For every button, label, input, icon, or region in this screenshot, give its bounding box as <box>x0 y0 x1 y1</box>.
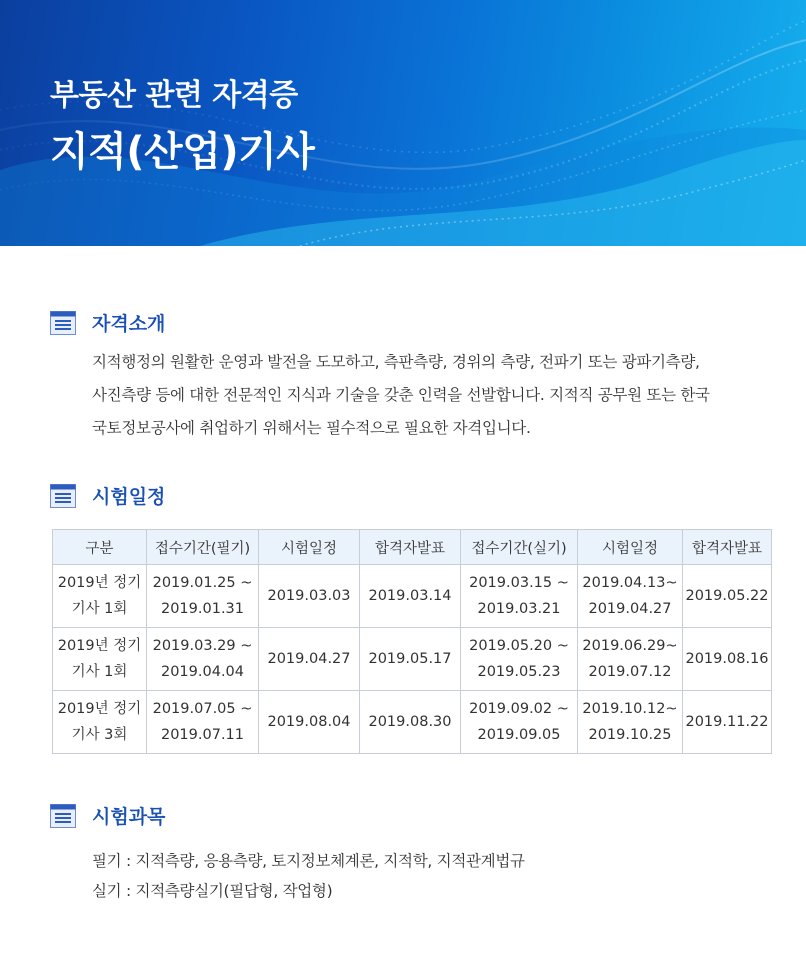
cell-line: 2019.05.23 <box>477 664 561 680</box>
cell-practical-result: 2019.05.22 <box>683 565 772 628</box>
section-heading-subjects <box>50 802 165 829</box>
cell-written-result: 2019.05.17 <box>360 628 461 691</box>
cell-written-result: 2019.08.30 <box>360 691 461 754</box>
section-heading-schedule <box>50 482 165 509</box>
cell-written-exam: 2019.03.03 <box>259 565 360 628</box>
cell-practical-result: 2019.11.22 <box>683 691 772 754</box>
cell-line: 기사 1회 <box>71 601 128 617</box>
cell-line: 2019.01.31 <box>160 601 245 617</box>
table-row <box>53 628 772 691</box>
column-header: 접수기간(필기) <box>147 530 259 565</box>
cell-practical-reg <box>461 565 578 628</box>
table-row <box>53 565 772 628</box>
intro-line: 지적행정의 원활한 운영과 발전을 도모하고, 측판측량, 경위의 측량, 전파기 또는 광파기측량, <box>92 353 700 371</box>
cell-practical-reg <box>461 628 578 691</box>
column-header: 접수기간(실기) <box>461 530 578 565</box>
cell-line: 2019.04.27 <box>588 601 672 617</box>
cell-category <box>53 628 147 691</box>
cell-practical-reg <box>461 691 578 754</box>
column-header: 시험일정 <box>259 530 360 565</box>
cell-practical-exam <box>578 691 683 754</box>
column-header: 구분 <box>53 530 147 565</box>
cell-line: 기사 3회 <box>71 727 128 743</box>
cell-written-exam: 2019.08.04 <box>259 691 360 754</box>
cell-line: 2019.07.12 <box>588 664 672 680</box>
cell-line: 2019.04.04 <box>160 664 245 680</box>
column-header: 합격자발표 <box>360 530 461 565</box>
table-row <box>53 691 772 754</box>
section-title-subjects: 시험과목 <box>92 806 166 828</box>
cell-practical-exam <box>578 628 683 691</box>
list-document-icon <box>50 804 76 828</box>
section-heading-intro <box>50 309 165 336</box>
section-title-intro: 자격소개 <box>92 313 166 335</box>
cell-line: 2019.01.25 ~ <box>152 575 253 591</box>
hero-banner <box>0 0 806 246</box>
intro-text <box>92 346 772 445</box>
list-document-icon <box>50 484 76 508</box>
cell-line: 2019.09.05 <box>477 727 561 743</box>
cell-written-exam: 2019.04.27 <box>259 628 360 691</box>
cell-line: 2019.03.15 ~ <box>469 575 569 591</box>
cell-line: 2019년 정기 <box>57 701 142 717</box>
cell-written-reg <box>147 565 259 628</box>
intro-line: 사진측량 등에 대한 전문적인 지식과 기술을 갖춘 인력을 선발합니다. 지적직 공무원 또는 한국 <box>92 386 710 404</box>
section-title-schedule: 시험일정 <box>92 486 166 508</box>
page-title: 지적(산업)기사 <box>50 129 315 175</box>
cell-line: 2019.09.02 ~ <box>469 701 569 717</box>
cell-written-reg <box>147 628 259 691</box>
cell-line: 2019.03.29 ~ <box>152 638 253 654</box>
cell-line: 2019.10.25 <box>588 727 672 743</box>
cell-line: 2019.10.12~ <box>582 701 678 717</box>
cell-written-reg <box>147 691 259 754</box>
written-subjects: 필기 : 지적측량, 응용측량, 토지정보체계론, 지적학, 지적관계법규 <box>92 852 525 870</box>
cell-line: 2019.04.13~ <box>582 575 678 591</box>
cell-line: 2019.06.29~ <box>582 638 678 654</box>
column-header: 시험일정 <box>578 530 683 565</box>
cell-category <box>53 565 147 628</box>
cell-line: 2019.07.11 <box>160 727 245 743</box>
cell-line: 기사 1회 <box>71 664 128 680</box>
column-header: 합격자발표 <box>683 530 772 565</box>
hero-subtitle: 부동산 관련 자격증 <box>50 78 298 113</box>
list-document-icon <box>50 311 76 335</box>
cell-line: 2019.05.20 ~ <box>469 638 569 654</box>
cell-category <box>53 691 147 754</box>
table-header-row <box>53 530 772 565</box>
cell-written-result: 2019.03.14 <box>360 565 461 628</box>
practical-subjects: 실기 : 지적측량실기(필답형, 작업형) <box>92 882 333 900</box>
cell-line: 2019.03.21 <box>477 601 561 617</box>
cell-line: 2019년 정기 <box>57 638 142 654</box>
cell-line: 2019.07.05 ~ <box>152 701 253 717</box>
intro-line: 국토정보공사에 취업하기 위해서는 필수적으로 필요한 자격입니다. <box>92 419 531 437</box>
cell-practical-result: 2019.08.16 <box>683 628 772 691</box>
cell-practical-exam <box>578 565 683 628</box>
cell-line: 2019년 정기 <box>57 575 142 591</box>
schedule-table <box>52 529 772 754</box>
